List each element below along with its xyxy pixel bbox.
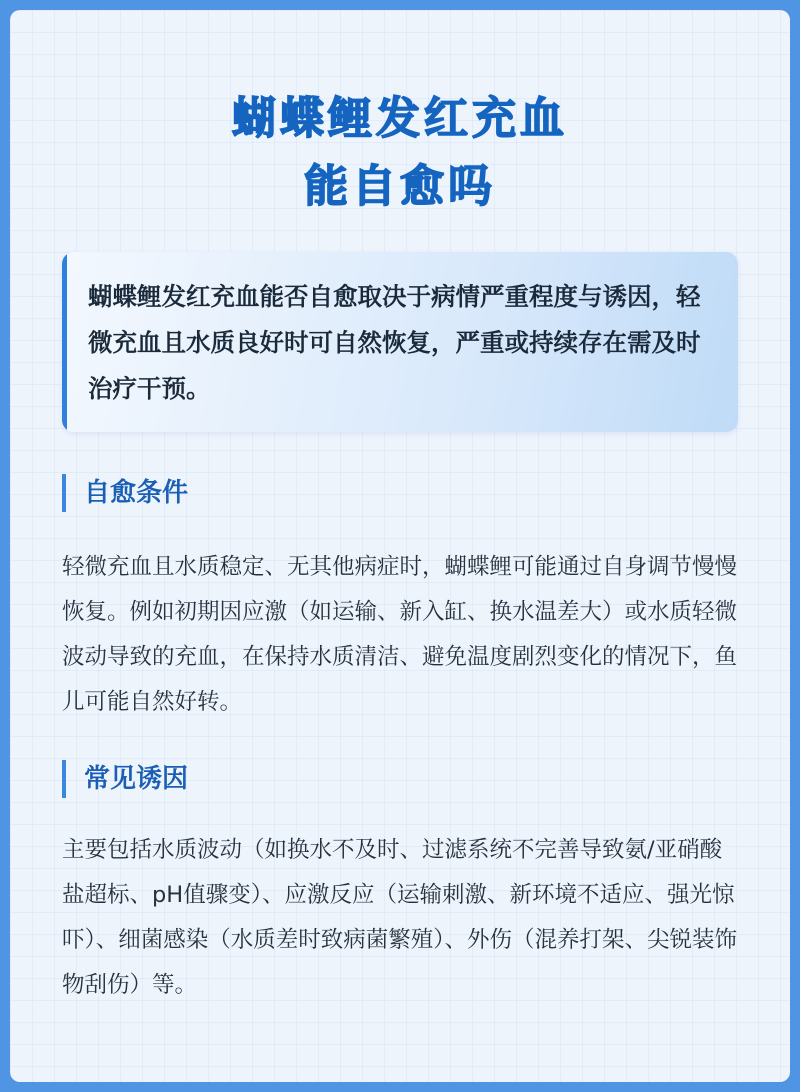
section-accent-bar [62, 474, 66, 512]
article-card [10, 10, 790, 1082]
section-accent-bar [62, 760, 66, 798]
section-body-self-healing: 轻微充血且水质稳定、无其他病症时，蝴蝶鲤可能通过自身调节慢慢恢复。例如初期因应激（如运输、新入缸、换水温差大）或水质轻微波动导致的充血，在保持水质清洁、避免温度剧烈变化的情况下，鱼儿可能自然好转。 [62, 554, 738, 715]
section-title: 自愈条件 [84, 478, 189, 508]
summary-callout [62, 252, 738, 432]
summary-text: 蝴蝶鲤发红充血能否自愈取决于病情严重程度与诱因，轻微充血且水质良好时可自然恢复，严重或持续存在需及时治疗干预。 [88, 282, 701, 403]
section-title: 常见诱因 [84, 764, 189, 794]
section-body-common-causes: 主要包括水质波动（如换水不及时、过滤系统不完善导致氨/亚硝酸盐超标、pH值骤变）、应激反应（运输刺激、新环境不适应、强光惊吓）、细菌感染（水质差时致病菌繁殖）、外伤（混养打架、尖锐装饰物刮伤）等。 [62, 837, 738, 998]
callout-accent-bar [62, 252, 67, 432]
page-title-line-2: 能自愈吗 [304, 161, 496, 212]
page-title-line-1: 蝴蝶鲤发红充血 [232, 93, 568, 144]
